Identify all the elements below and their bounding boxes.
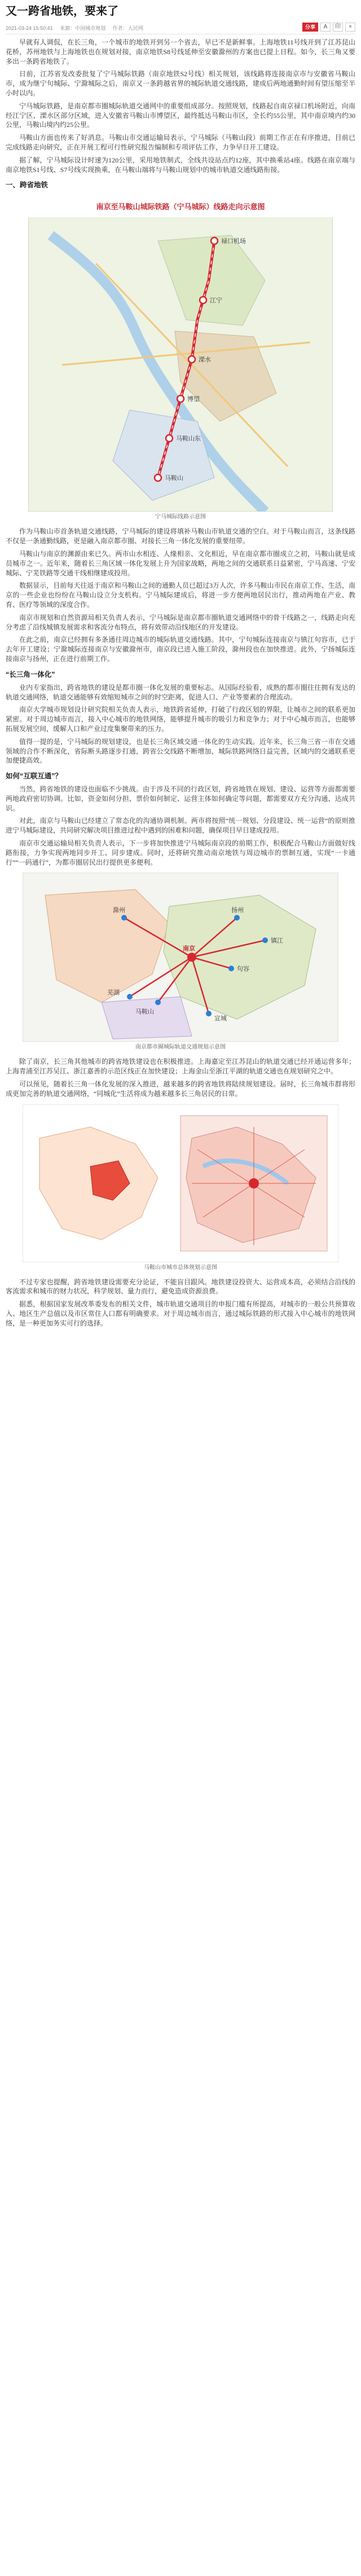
figure-caption: 南京都市圈城际轨道交通规划示意图 (135, 1044, 226, 1051)
article-tools (300, 23, 355, 32)
paragraph: 日前，江苏省发改委批复了宁马城际铁路（南京地铁S2号线）相关规划，该线路将连接南京市与安徽省马鞍山市，成为继宁句城际、宁滁城际之后，南京又一条跨越省界的城际轨道交通线路，建成后两地通勤时间有望压缩至半小时以内。 (6, 70, 355, 97)
font-size-button[interactable]: A (320, 23, 331, 32)
paragraph: 南京市交通运输局相关负责人表示，下一步将加快推进宁马城际南京段的前期工作，积极配合马鞍山方面做好线路衔接，力争实现两地同步开工、同步建成。同时，还将研究推动南京地铁与周边城市的票制互通，实现“一卡通行”“一码通行”，为都市圈居民出行提供更多便利。 (6, 839, 355, 866)
closing-section (6, 1278, 355, 1328)
city-marker (228, 966, 234, 971)
city-plan-map (23, 1104, 338, 1262)
city-label: 宣城 (214, 1015, 227, 1023)
city-label: 镇江 (271, 937, 283, 945)
city-label: 芜湖 (107, 989, 120, 997)
station-marker (211, 237, 218, 244)
route-map (28, 196, 333, 512)
paragraph: 作为马鞍山市首条轨道交通线路，宁马城际的建设将填补马鞍山市轨道交通的空白。对于马鞍山而言，这条线路不仅是一条通勤线路，更是融入南京都市圈、对接长三角一体化发展的重要纽带。 (6, 527, 355, 545)
paragraph: 在此之前，南京已经拥有多条通往周边城市的城际轨道交通线路。其中，宁句城际连接南京与镇江句容市，已于去年开工建设；宁滁城际连接南京与安徽滁州市，南京段已进入施工阶段，滁州段也在加快推进。此外，宁扬城际连接南京与扬州，正在进行前期工作。 (6, 636, 355, 663)
paragraph: 马鞍山方面也传来了好消息。马鞍山市交通运输局表示，宁马城际（马鞍山段）前期工作正在有序推进，目前已完成线路走向研究，正在开展工程可行性研究报告编制和专项评估工作，力争早日开工建设。 (6, 134, 355, 151)
close-button[interactable]: × (345, 23, 355, 32)
article-meta (6, 21, 355, 34)
station-marker (166, 435, 173, 442)
paragraph: 当然，跨省地铁的建设也面临不少挑战。由于涉及不同的行政区划，跨省地铁在规划、建设、运营等方面都需要两地政府密切协调。比如，资金如何分担、票价如何制定、运营主体如何确定等问题，都需要双方充分沟通、达成共识。 (6, 785, 355, 812)
station-marker (188, 356, 195, 363)
paragraph: 数据显示，目前每天往返于南京和马鞍山之间的通勤人员已超过3万人次，许多马鞍山市民在南京工作、生活，南京的一些企业也纷纷在马鞍山设立分支机构。宁马城际建成后，将进一步方便两地居民出行，推动两地在产业、教育、医疗等领域的深度合作。 (6, 582, 355, 609)
paragraph: 据了解，宁马城际设计时速为120公里，采用地铁制式，全线共设站点约12座，其中换乘站4座。线路在南京端与南京地铁S1号线、S7号线实现换乘，在马鞍山端将与马鞍山规划中的城市轨道交通线路衔接。 (6, 156, 355, 174)
city-marker (234, 915, 240, 921)
figure-caption: 马鞍山市城市总体规划示意图 (144, 1264, 217, 1271)
route-map-title: 南京至马鞍山城际铁路（宁马城际）线路走向示意图 (96, 202, 265, 212)
paragraph: 可以预见，随着长三角一体化发展的深入推进，越来越多的跨省地铁将陆续规划建设。届时，长三角城市群将形成更加完善的轨道交通网络，“同城化”生活将成为越来越多长三角居民的日常。 (6, 1080, 355, 1098)
paragraph: 早就有人调侃，在长三角，一个城市的地铁开到另一个省去，早已不是新鲜事。上海地铁11号线开到了江苏昆山花桥，苏州地铁与上海地铁也在规划对接，南京地铁S8号线延伸至安徽滁州的方案也已提上日程。如今，长三角又要多出一条跨省地铁了。 (6, 38, 355, 65)
city-marker (155, 999, 161, 1005)
station-label: 禄口机场 (221, 238, 246, 245)
city-label: 马鞍山 (135, 1009, 154, 1016)
city-label: 滁州 (113, 907, 125, 914)
print-button[interactable]: 印 (333, 23, 343, 32)
share-button[interactable]: 分享 (302, 23, 318, 32)
paragraph: 据悉，根据国家发展改革委发布的相关文件，城市轨道交通项目的申报门槛有所提高，对城市的一般公共预算收入、地区生产总值以及市区常住人口都有明确要求。对于周边城市而言，通过城际铁路的形式接入中心城市的地铁网络，是一种更加务实可行的选择。 (6, 1300, 355, 1327)
station-label: 马鞍山东 (176, 435, 201, 443)
part-a-section (6, 527, 355, 765)
section-heading: “长三角一体化” (6, 670, 55, 679)
station-marker (177, 395, 184, 402)
station-marker (155, 474, 161, 481)
station-label: 马鞍山 (165, 475, 183, 482)
intro-section (6, 38, 355, 190)
paragraph: 业内专家指出，跨省地铁的建设是都市圈一体化发展的重要标志。从国际经验看，成熟的都市圈往往拥有发达的轨道交通网络，轨道交通能够有效缩短城市之间的时空距离，促进人口、产业等要素的合理流动。 (6, 683, 355, 701)
city-marker (121, 915, 127, 921)
paragraph: 不过专家也提醒，跨省地铁建设需要充分论证，不能盲目跟风。地铁建设投资大、运营成本高，必须结合沿线的客流需求和城市的财力状况，科学规划、量力而行，避免造成资源浪费。 (6, 1278, 355, 1296)
station-label: 博望 (187, 396, 200, 403)
city-label: 扬州 (231, 907, 244, 914)
paragraph: 宁马城际铁路，是南京都市圈城际轨道交通网中的重要组成部分。按照规划，线路起自南京禄口机场附近，向南经江宁区、溧水区部分区域，进入安徽省马鞍山市博望区，最终抵达马鞍山市区，全长约55公里，其中南京境内约30公里，马鞍山境内约25公里。 (6, 102, 355, 129)
paragraph: 除了南京，长三角其他城市的跨省地铁建设也在积极推进。上海嘉定至江苏昆山的轨道交通已经开通运营多年；上海青浦至江苏吴江、浙江嘉善的示范区线正在加快建设；上海金山至浙江平湖的轨道交通也在规划研究之中。 (6, 1058, 355, 1076)
article-title: 又一跨省地铁，要来了 (6, 5, 118, 17)
paragraph: 对此，南京与马鞍山已经建立了常态化的沟通协调机制。两市将按照“统一规划、分段建设、统一运营”的原则推进宁马城际建设，共同研究解决项目推进过程中遇到的困难和问题，确保项目早日建成投用。 (6, 817, 355, 835)
section-heading: 一、跨省地铁 (6, 181, 49, 190)
figure-caption: 宁马城际线路示意图 (155, 514, 206, 521)
city-label: 南京 (183, 945, 195, 953)
metro-area-map (23, 873, 338, 1042)
part-d-section (6, 1057, 355, 1098)
city-marker (206, 1011, 212, 1016)
section-heading: 如何“互联互通”？ (6, 772, 63, 781)
station-label: 溧水 (199, 356, 211, 364)
paragraph: 马鞍山与南京的渊源由来已久。两市山水相连、人缘相亲、文化相近，早在南京都市圈成立之初，马鞍山就是成员城市之一。近年来，随着长三角区域一体化发展上升为国家战略，两地之间的交通联系日益紧密，宁马高速、宁安城际、宁芜铁路等交通干线相继建成投用。 (6, 549, 355, 577)
city-plan-figure (6, 1104, 355, 1272)
station-marker (200, 297, 206, 303)
paragraph: 南京市规划和自然资源局相关负责人表示，宁马城际是南京都市圈轨道交通网络中的骨干线路之一，线路走向充分考虑了沿线城镇发展需求和客流分布特点，将有效带动沿线地区的开发建设。 (6, 613, 355, 631)
publish-date: 2021-03-24 15:50:41 (6, 25, 53, 31)
article-author: 作者：人民网 (112, 25, 143, 31)
station-label: 江宁 (210, 297, 222, 305)
city-marker (262, 937, 268, 943)
metro-area-figure (6, 873, 355, 1051)
paragraph: 值得一提的是，宁马城际的规划建设，也是长三角区域交通一体化的生动实践。近年来，长三角三省一市在交通领域的合作不断深化，省际断头路逐步打通，跨省公交线路不断增加，城际铁路网络日益完善，区域内的交通联系更加便捷高效。 (6, 737, 355, 765)
city-label: 句容 (237, 966, 249, 973)
paragraph: 南京大学城市规划设计研究院相关负责人表示，地铁跨省延伸，打破了行政区划的界限，让城市之间的联系更加紧密。对于周边城市而言，接入中心城市的地铁网络，能够提升城市的吸引力和竞争力；对于中心城市而言，也能够拓展发展空间，缓解人口和产业过度集聚带来的压力。 (6, 706, 355, 733)
city-marker (187, 953, 196, 962)
article-source: 来源：中国城市规划 (60, 25, 106, 31)
part-c-section (6, 771, 355, 867)
city-marker (127, 994, 133, 999)
route-map-figure (6, 196, 355, 521)
meta-text (6, 24, 149, 32)
